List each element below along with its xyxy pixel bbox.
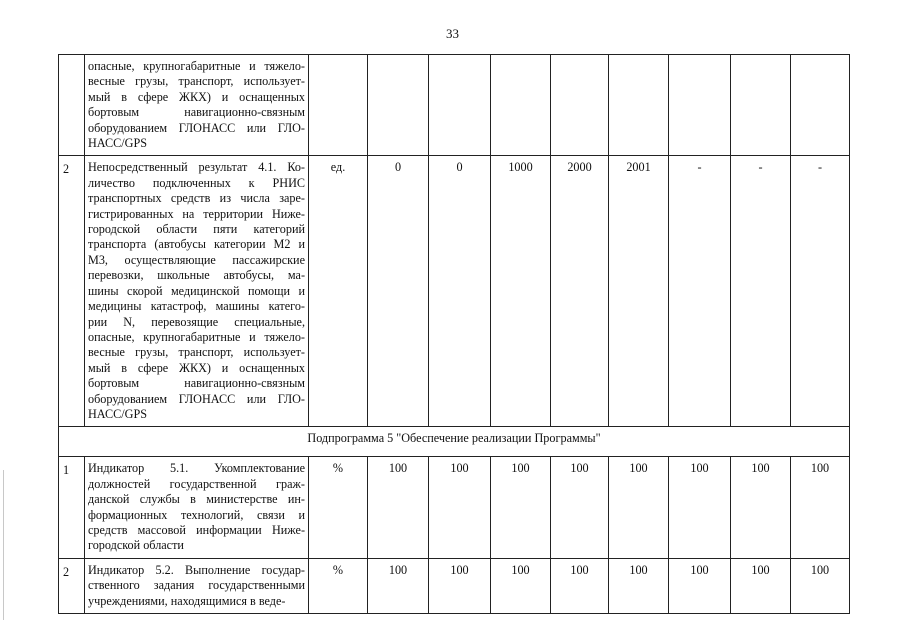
scan-edge-mark	[3, 470, 4, 620]
value-cell: 100	[491, 558, 551, 613]
indicator-name-line: данской службы в министерстве ин-	[88, 492, 305, 507]
value-cell: 100	[791, 457, 850, 558]
indicator-name-line: М3, осуществляющие пассажирские	[88, 252, 305, 267]
value-cell: 100	[791, 558, 850, 613]
value-cell	[791, 55, 850, 156]
table-row	[59, 457, 850, 558]
indicator-name-line: оборудованием ГЛОНАСС или ГЛО-	[88, 391, 305, 406]
unit-cell	[309, 55, 368, 156]
row-number-cell: 1	[59, 457, 85, 558]
indicator-name-line: весные грузы, транспорт, использует-	[88, 345, 305, 360]
value-cell: 100	[669, 457, 731, 558]
section-header-row	[59, 427, 850, 457]
indicator-name-line: НАСС/GPS	[88, 136, 147, 151]
indicator-name-line: опасные, крупногабаритные и тяжело-	[88, 329, 305, 344]
indicator-name-cell	[85, 457, 309, 558]
value-cell: 100	[551, 457, 609, 558]
value-cell: 100	[551, 558, 609, 613]
indicator-name-line: Непосредственный результат 4.1. Ко-	[88, 160, 305, 175]
value-cell: -	[791, 156, 850, 427]
indicator-name-line: шины скорой медицинской помощи и	[88, 283, 305, 298]
indicator-name-line: учреждениями, находящимися в веде-	[88, 593, 286, 608]
indicator-name-line: рии N, перевозящие специальные,	[88, 314, 305, 329]
value-cell: 2001	[609, 156, 669, 427]
indicator-table	[58, 54, 850, 614]
value-cell	[609, 55, 669, 156]
value-cell: 100	[609, 558, 669, 613]
value-cell	[731, 55, 791, 156]
indicator-name-line: оборудованием ГЛОНАСС или ГЛО-	[88, 120, 305, 135]
page-number: 33	[446, 26, 459, 41]
value-cell	[551, 55, 609, 156]
indicator-name-line: мый в сфере ЖКХ) и оснащенных	[88, 360, 305, 375]
indicator-name-line: Индикатор 5.2. Выполнение государ-	[88, 562, 305, 577]
value-cell: 2000	[551, 156, 609, 427]
indicator-name-cell	[85, 156, 309, 427]
value-cell: 100	[609, 457, 669, 558]
indicator-name-line: НАСС/GPS	[88, 406, 147, 421]
indicator-name-cell	[85, 558, 309, 613]
indicator-name-line: средств массовой информации Ниже-	[88, 522, 305, 537]
indicator-name-line: ственного задания государственными	[88, 578, 305, 593]
table-row	[59, 558, 850, 613]
value-cell: 100	[669, 558, 731, 613]
value-cell: -	[669, 156, 731, 427]
indicator-name-line: бортовым навигационно-связным	[88, 105, 305, 120]
indicator-name-line: городской области пяти категорий	[88, 222, 305, 237]
value-cell	[429, 55, 491, 156]
indicator-name-line: транспортных средств из числа заре-	[88, 191, 305, 206]
row-number-cell: 2	[59, 156, 85, 427]
indicator-name-cell	[85, 55, 309, 156]
indicator-name-line: опасные, крупногабаритные и тяжело-	[88, 59, 305, 73]
value-cell: 100	[429, 558, 491, 613]
indicator-name-line: весные грузы, транспорт, использует-	[88, 74, 305, 89]
value-cell: 0	[429, 156, 491, 427]
unit-cell: %	[309, 558, 368, 613]
table-row	[59, 55, 850, 156]
indicator-name-line: бортовым навигационно-связным	[88, 376, 305, 391]
value-cell	[368, 55, 429, 156]
row-number-cell	[59, 55, 85, 156]
value-cell: -	[731, 156, 791, 427]
section-title: Подпрограмма 5 "Обеспечение реализации Программы"	[59, 427, 850, 457]
value-cell: 100	[491, 457, 551, 558]
value-cell: 100	[368, 457, 429, 558]
table-row	[59, 156, 850, 427]
indicator-name-line: мый в сфере ЖКХ) и оснащенных	[88, 89, 305, 104]
indicator-name-line: перевозки, школьные автобусы, ма-	[88, 268, 305, 283]
value-cell: 100	[731, 457, 791, 558]
value-cell	[669, 55, 731, 156]
value-cell: 100	[429, 457, 491, 558]
indicator-name-line: должностей государственной граж-	[88, 476, 305, 491]
indicator-name-line: Индикатор 5.1. Укомплектование	[88, 461, 305, 476]
value-cell: 1000	[491, 156, 551, 427]
value-cell	[491, 55, 551, 156]
indicator-name-line: формационных технологий, связи и	[88, 507, 305, 522]
value-cell: 0	[368, 156, 429, 427]
unit-cell: %	[309, 457, 368, 558]
value-cell: 100	[731, 558, 791, 613]
indicator-name-line: личество подключенных к РНИС	[88, 175, 305, 190]
indicator-name-line: гистрированных на территории Ниже-	[88, 206, 305, 221]
row-number-cell: 2	[59, 558, 85, 613]
indicator-name-line: медицины катастроф, машины катего-	[88, 299, 305, 314]
value-cell: 100	[368, 558, 429, 613]
indicator-name-line: транспорта (автобусы категории М2 и	[88, 237, 305, 252]
indicator-name-line: городской области	[88, 538, 184, 553]
unit-cell: ед.	[309, 156, 368, 427]
